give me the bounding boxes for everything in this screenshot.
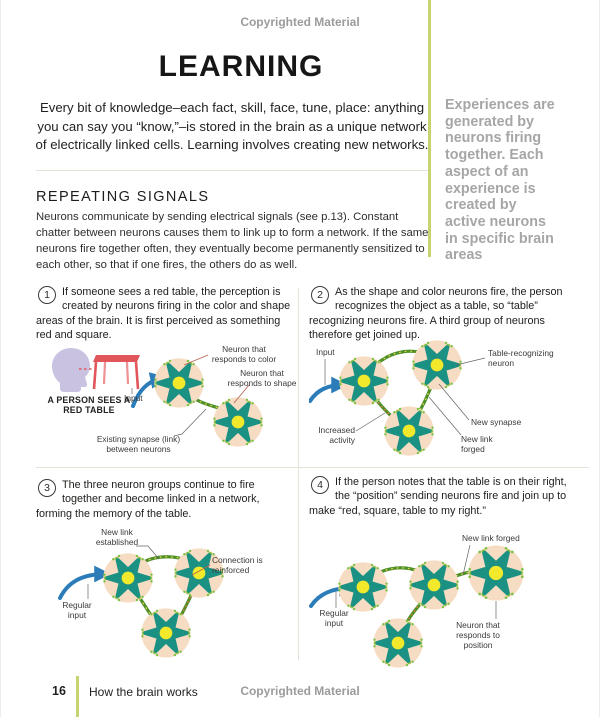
section-body: Neurons communicate by sending electrical signals (see p.13). Constant chatter between neurons causes them to link up to form a network. If the same neurons fire together often, they eventually become permanently sensitized to each other, so that if one fires, the others do as well.: [36, 211, 429, 272]
table-neuron-icon: [412, 340, 461, 389]
footer-section-title: How the brain works: [89, 685, 198, 699]
step-2-number-badge: 2: [311, 286, 329, 304]
position-neuron-icon: [468, 545, 523, 600]
new-link-label: New link established: [95, 527, 139, 547]
new-synapse-label: New synapse: [471, 417, 522, 427]
input-label: Input: [316, 347, 335, 357]
step-1-panel: [36, 285, 298, 465]
step-3-panel: [36, 478, 298, 673]
step-1-description: If someone sees a red table, the perception is created by neurons firing in the color and shape areas of the brain. It is first perceived as something red and square.: [36, 286, 291, 342]
neuron-icon: [338, 562, 387, 611]
neuron-icon: [141, 608, 190, 657]
input-label: Input: [124, 393, 143, 403]
page-number: 16: [52, 684, 66, 698]
person-head-icon: [52, 348, 90, 392]
copyright-notice-bottom: Copyrighted Material: [240, 684, 360, 698]
step-4-number-badge: 4: [311, 476, 329, 494]
existing-synapse-leader-line: [174, 409, 206, 436]
new-link-label: New link forged: [462, 533, 520, 543]
color-neuron-label: Neuron that responds to color: [211, 344, 277, 364]
step-1-number-badge: 1: [38, 286, 56, 304]
input-arrow-icon: [60, 574, 106, 598]
existing-synapse-label: Existing synapse (link) between neurons: [96, 434, 181, 454]
intro-paragraph: Every bit of knowledge–each fact, skill, face, tune, place: anything you can say you “know,”–is stored in the brain as a unique network of electrically linked cells. Learning involves creating new networks.: [35, 100, 429, 153]
sidebar-quote: Experiences are generated by neurons firing together. Each aspect of an experience is created by active neurons in specific brain areas: [445, 97, 555, 264]
column-divider: [298, 288, 299, 660]
copyright-notice-top: Copyrighted Material: [240, 15, 360, 29]
step-4-panel: [309, 475, 591, 683]
step-2-description: As the shape and color neurons fire, the person recognizes the object as a table, so “table” recognizing neurons fire. A third group of neurons therefore get joined up.: [309, 286, 563, 342]
page-title: LEARNING: [158, 50, 324, 83]
table-neuron-label: Table-recognizing neuron: [488, 348, 554, 368]
step-2-panel: [309, 285, 591, 465]
new-link-leader-line: [429, 397, 461, 435]
new-link-label: New link forged: [461, 434, 493, 454]
section-heading: REPEATING SIGNALS: [36, 189, 210, 205]
color-neuron-icon: [339, 356, 388, 405]
step-3-description: The three neuron groups continue to fire together and become linked in a network, forming the memory of the table.: [36, 479, 260, 520]
regular-input-label: Regular input: [62, 600, 92, 620]
color-neuron-icon: [154, 358, 203, 407]
input-arrow-icon: [310, 385, 343, 401]
step-3-number-badge: 3: [38, 479, 56, 497]
neuron-icon: [409, 560, 458, 609]
shape-neuron-icon: [213, 397, 262, 446]
shape-neuron-label: Neuron that responds to shape: [227, 368, 297, 388]
shape-neuron-icon: [384, 406, 433, 455]
connection-label: Connection is reinforced: [212, 555, 263, 575]
position-neuron-label: Neuron that responds to position: [456, 620, 500, 650]
increased-activity-leader-line: [356, 413, 385, 431]
step-4-description: If the person notes that the table is on their right, the “position” sending neurons fire and join up to make “red, square, table to my right.”: [309, 476, 567, 517]
person-caption: A PERSON SEES A RED TABLE: [47, 395, 131, 416]
row-divider: [36, 467, 589, 468]
increased-activity-label: Increased activity: [318, 425, 355, 445]
neuron-icon: [373, 618, 422, 667]
table-icon: [93, 355, 140, 389]
neuron-icon: [103, 553, 152, 602]
regular-input-label: Regular input: [319, 608, 349, 628]
intro-divider: [36, 170, 428, 171]
